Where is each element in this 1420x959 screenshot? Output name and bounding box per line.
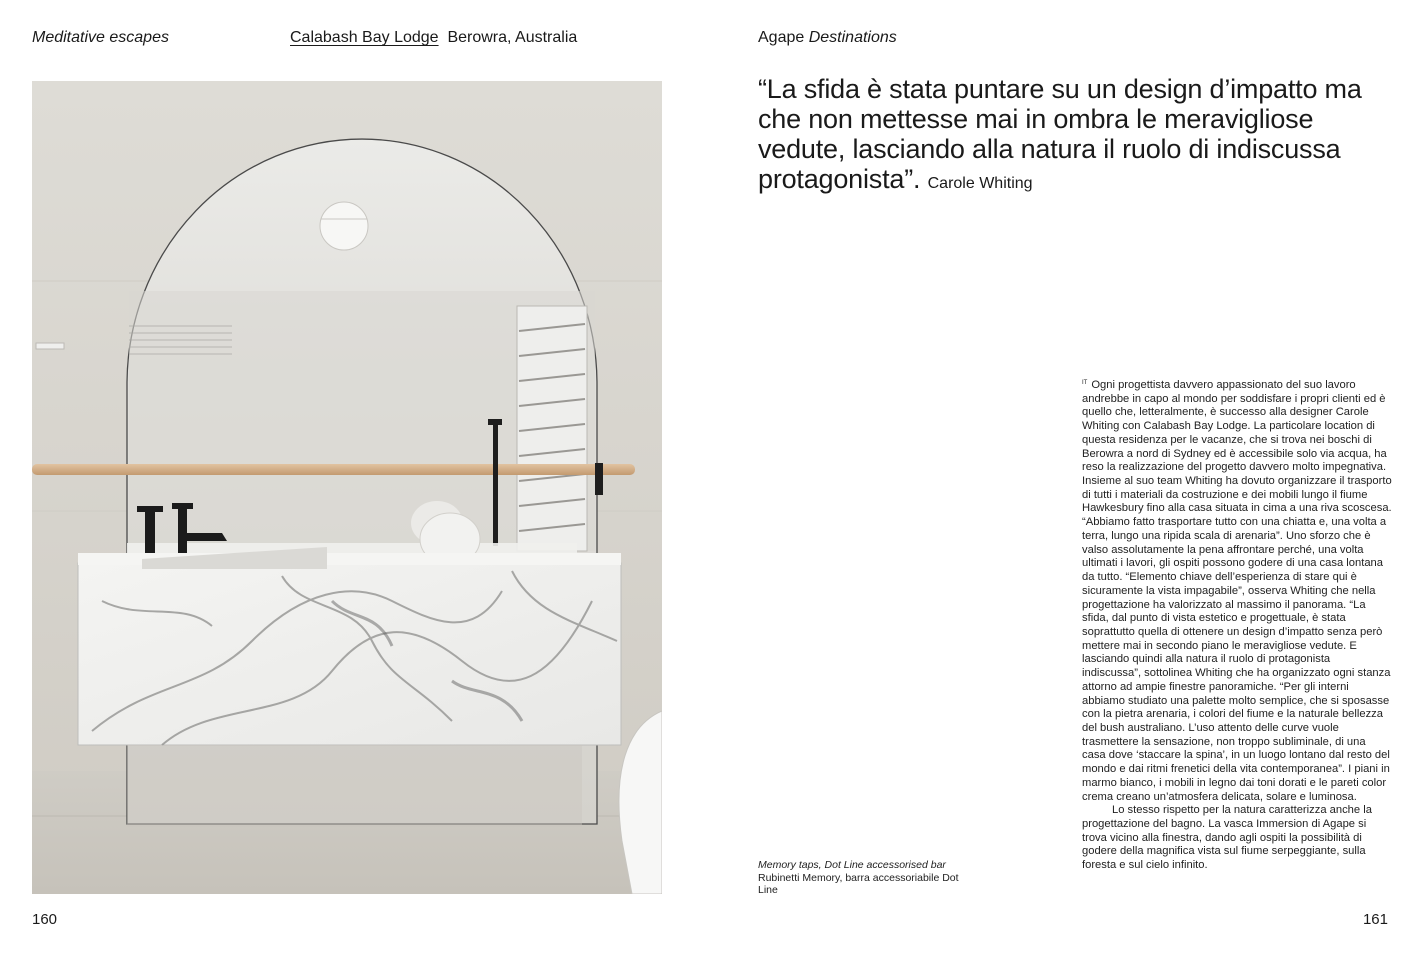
lodge-name-link[interactable]: Calabash Bay Lodge xyxy=(290,29,439,46)
brand-section: Destinations xyxy=(808,29,897,46)
quote-author: Carole Whiting xyxy=(927,175,1033,192)
pull-quote xyxy=(758,74,1388,199)
language-tag: IT xyxy=(1082,380,1088,386)
marble-vanity xyxy=(78,563,621,745)
body-paragraph-2: Lo stesso rispetto per la natura caratterizza anche la progettazione del bagno. La vasca Immersion di Agape si trova vicino alla finestra, dando agli ospiti la possibilità di godere della magnifica vista sul fiume serpeggiante, sulla foresta e sul cielo infinito. xyxy=(1082,804,1372,872)
body-paragraph-1-text: Ogni progettista davvero appassionato del suo lavoro andrebbe in capo al mondo per soddisfare i propri clienti ed è quello che, letteralmente, è successo alla designer Carole Whiting con Calabash Bay Lodge. La particolare location di questa residenza per le vacanze, che si trova nei boschi di Berowra a nord di Sydney ed è accessibile solo via acqua, ha reso la realizzazione del progetto davvero molto impegnativa. Insieme al suo team Whiting ha dovuto organizzare il trasporto di tutti i materiali da costruzione e dei mobili lungo il fiume Hawkesbury fino alla casa situata in cima a una riva scoscesa. “Abbiamo fatto trasportare tutto con una chiatta e, una volta a terra, lungo una ripida scala di arenaria”. Uno sforzo che è valso assolutamente la pena affrontare perché, una volta ultimati i lavori, gli ospiti possono godere di una casa lontana da tutto. “Elemento chiave dell’esperienza di stare qui è sicuramente la vista impagabile”, osserva Whiting che nella progettazione ha valorizzato al massimo il panorama. “La sfida, dal punto di vista estetico e progettuale, è stata soprattutto quella di ottenere un design d’impatto senza però mettere mai in secondo piano le meravigliose vedute. E lasciando quindi alla natura il ruolo di protagonista indiscussa”, sottolinea Whiting che ha organizzato ogni stanza attorno ad ampie finestre panoramiche. “Per gli interni abbiamo studiato una palette molto semplice, che si sposasse con la pietra arenaria, i colori del fiume e la naturale bellezza del bush australiano. L’uso attento delle curve vuole trasmettere la sensazione, non troppo subliminale, di una casa dove ‘staccare la spina’, in un luogo lontano dal resto del mondo e dai ritmi frenetici della vita contemporanea”. I piani in marmo bianco, i mobili in legno dai toni dorati e le pareti color crema creano un’atmosfera delicata, solare e luminosa. xyxy=(1082,379,1392,803)
header-location-line xyxy=(290,29,577,47)
page-number-right: 161 xyxy=(1362,911,1388,928)
location-label: Berowra, Australia xyxy=(447,29,578,46)
section-title: Meditative escapes xyxy=(32,29,169,46)
brand-header xyxy=(758,29,897,47)
caption-italian: Rubinetti Memory, barra accessoriabile Dot Line xyxy=(758,871,959,896)
timber-rail xyxy=(32,464,635,475)
quote-text: “La sfida è stata puntare su un design d’impatto ma che non mettesse mai in ombra le meravigliose vedute, lasciando alla natura il ruolo di indiscussa protagonista”. xyxy=(758,74,1362,194)
page-number-left: 160 xyxy=(32,911,58,928)
caption-english: Memory taps, Dot Line accessorised bar xyxy=(758,859,946,871)
photo-caption xyxy=(758,859,978,897)
article-body xyxy=(1082,377,1392,873)
bathroom-photo xyxy=(32,81,662,894)
brand-name: Agape xyxy=(758,29,805,46)
body-paragraph-1 xyxy=(1082,377,1392,804)
